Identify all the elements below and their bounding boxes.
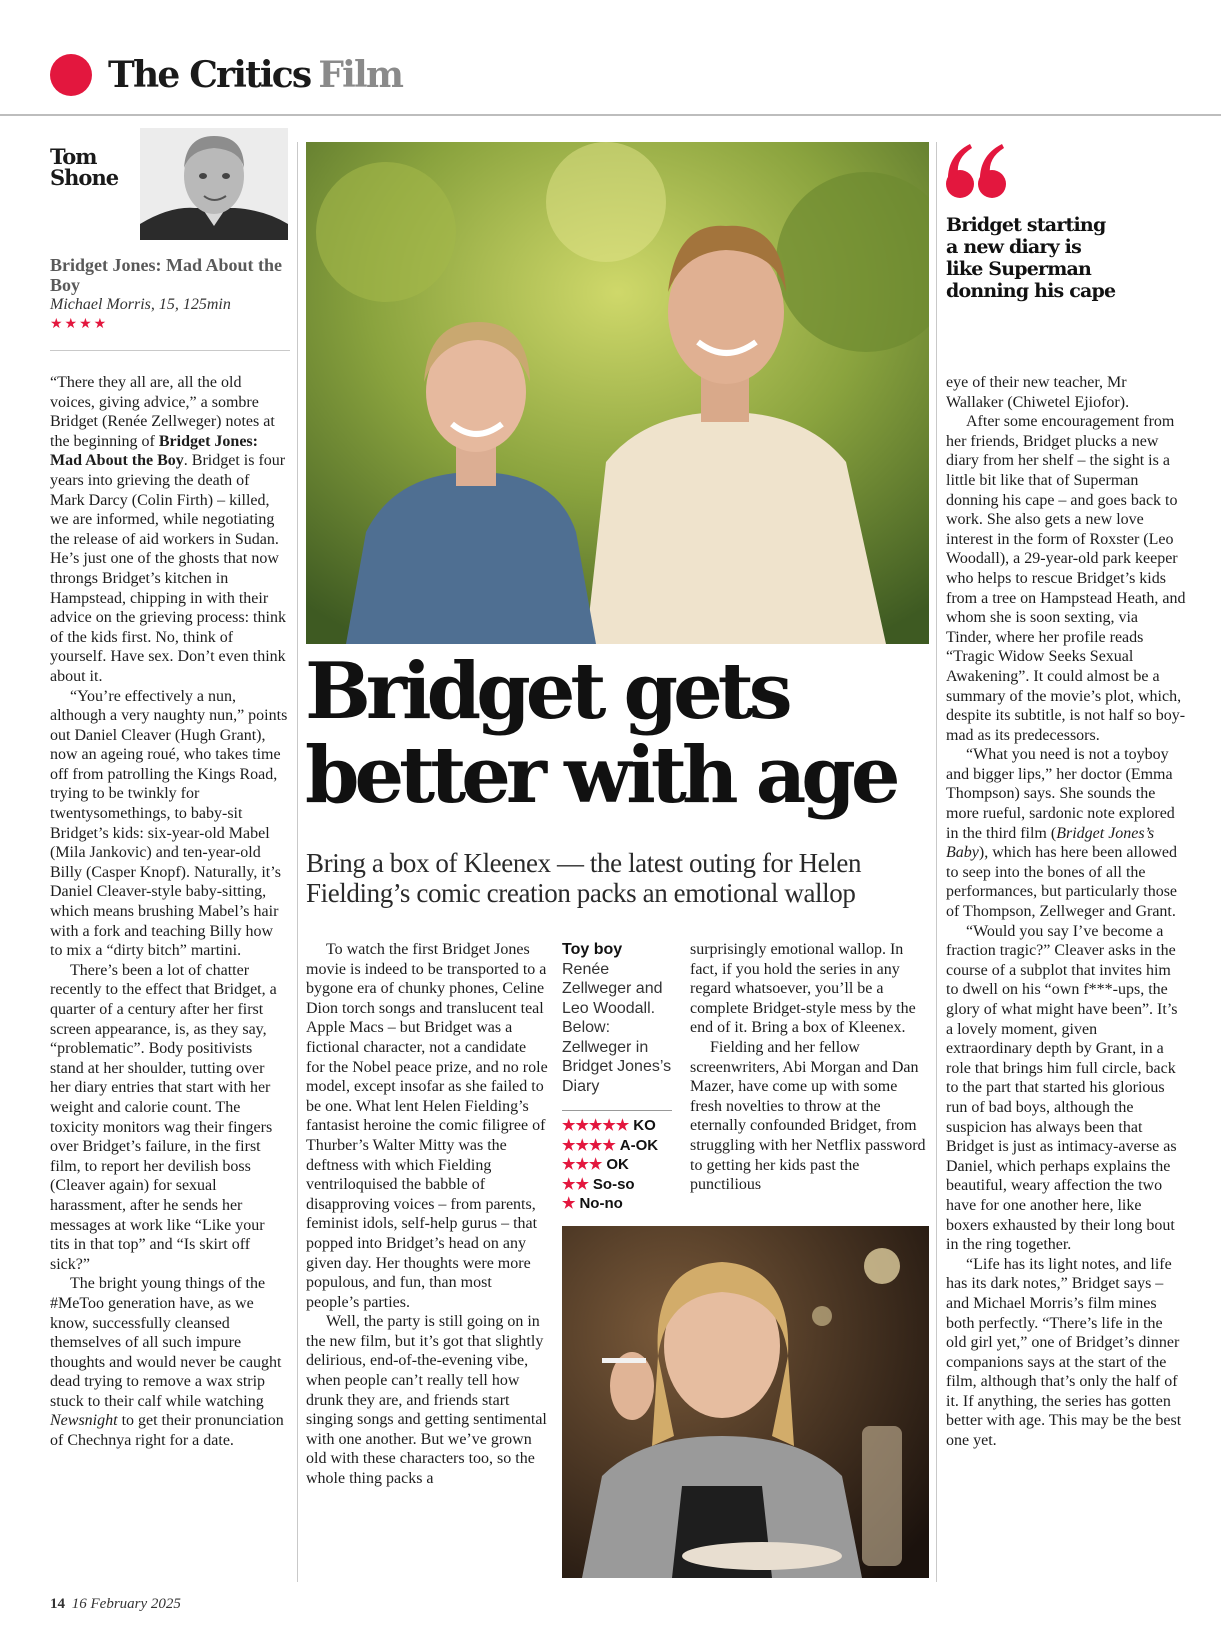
body-text: “There they all are, all the old voices, giving advice,” a sombre Bridget (Renée Zellweger) notes at the beginning of	[50, 374, 275, 450]
body-text: to get their pronunciation of Chechnya right for a date.	[50, 1412, 284, 1450]
film-rating-stars: ★★★★	[50, 317, 109, 332]
ratings-key-label: A-OK	[619, 1136, 659, 1154]
body-paragraph: To watch the first Bridget Jones movie is indeed to be transported to a bygone era of chunky phones, Celine Dion torch songs and translucent teal Apple Macs – but Bridget was a fictional character, not a candidate for the Nobel peace prize, and no role model, except insofar as she failed to be one. What lent Helen Fielding’s fantasist heroine the comic filigree of Thurber’s Walter Mitty was the deftness with which Fielding ventriloquised the babble of disapproving voices – from parents, feminist idols, self-help gurus – that popped into Bridget’s head on any given day. Her thoughts were more populous, and fun, than most people’s parties.	[306, 941, 548, 1311]
body-paragraph: surprisingly emotional wallop. In fact, if you hold the series in any regard whatsoever, you’ll be a complete Bridget-style mess by the end of it. Bring a box of Kleenex.	[690, 941, 916, 1037]
ratings-key-row	[562, 1175, 658, 1195]
section-dot-icon	[50, 54, 92, 96]
body-paragraph: Well, the party is still going on in the new film, but it’s got that slightly delirious, end-of-the-evening vibe, when people can’t really tell how drunk they are, and friends start singing songs and getting sentimental with one another. But we’ve grown old with these characters too, so the whole thing packs a	[306, 1313, 547, 1488]
body-column-2	[306, 940, 548, 1489]
byline	[50, 146, 118, 188]
ratings-key-label: No-no	[579, 1195, 623, 1213]
ratings-key-row	[562, 1155, 658, 1175]
main-photo-image	[306, 142, 929, 644]
section-header	[50, 52, 402, 98]
pull-quote-line: Bridget starting	[946, 214, 1106, 236]
critic-headshot-image	[140, 128, 288, 240]
quote-mark-icon	[944, 140, 1008, 204]
column-divider	[936, 142, 937, 1582]
page-number: 14	[50, 1596, 65, 1612]
star-icon: ★	[562, 1195, 576, 1213]
standfirst-line: Bring a box of Kleenex — the latest outing for Helen	[306, 848, 862, 878]
issue-date: 16 February 2025	[71, 1596, 181, 1612]
film-title-inline: Bridget Jones: Mad About the Boy	[50, 432, 258, 470]
caption-title: Toy boy	[562, 941, 623, 958]
section-title-sub: Film	[318, 54, 403, 96]
body-text: . Bridget is four years into grieving the death of Mark Darcy (Colin Firth) – killed, we are informed, while negotiating the release of aid workers in Sudan. He’s just one of the ghosts that now throngs Bridget’s kitchen in Hampstead, chipping in with their advice on the grieving process: think of the kids first. No, think of yourself. Have sex. Don’t even think about it.	[50, 452, 286, 685]
star-icon: ★★	[562, 1175, 589, 1193]
byline-first: Tom	[50, 144, 97, 169]
body-column-3	[690, 940, 930, 1195]
header-rule	[0, 114, 1221, 116]
body-paragraph	[946, 745, 1186, 921]
body-paragraph: eye of their new teacher, Mr Wallaker (Chiwetel Ejiofor).	[946, 374, 1130, 411]
body-paragraph	[50, 1274, 288, 1450]
headline-line: Bridget gets	[305, 646, 788, 737]
ratings-key-label: So-so	[592, 1175, 635, 1193]
ratings-key-label: OK	[606, 1156, 629, 1174]
star-icon: ★★★★	[562, 1136, 616, 1154]
standfirst	[306, 848, 936, 908]
photo-caption	[562, 940, 677, 1096]
caption-rule	[562, 1110, 672, 1111]
body-paragraph: Fielding and her fellow screenwriters, Abi Morgan and Dan Mazer, have come up with some fresh novelties to throw at the eternally confounded Bridget, from struggling with her Netflix password to getting her kids past the punctilious	[690, 1038, 926, 1194]
standfirst-line: Fielding’s comic creation packs an emotional wallop	[306, 878, 856, 908]
headline-line: better with age	[305, 730, 896, 821]
body-paragraph: After some encouragement from her friends, Bridget plucks a new diary from her shelf – the sight is a little bit like that of Superman donning his cape – and goes back to work. She also gets a new love interest in the form of Roxster (Leo Woodall), a 29-year-old park keeper who helps to rescue Bridget’s kids from a tree on Hampstead Heath, and whom she is soon sexting, via Tinder, where her profile reads “Tragic Widow Seeks Sexual Awakening”. It could almost be a summary of the movie’s plot, which, despite its subtitle, is not half so boy-mad as its predecessors.	[946, 413, 1186, 744]
ratings-key-row	[562, 1116, 658, 1136]
column-divider	[297, 142, 298, 1582]
film-title-inline: Bridget Jones’s Baby	[946, 824, 1155, 862]
film-meta: Michael Morris, 15, 125min	[50, 296, 231, 313]
body-paragraph: “Would you say I’ve become a fraction tragic?” Cleaver asks in the course of a subplot that invites him to dwell on his “own f***-ups, the glory of what might have been”. It’s a lovely moment, given extraordinary depth by Grant, in a role that brings him full circle, back to the part that started his glorious run of bad boys, although the suspicion has always been that Bridget is just as intimacy-averse as Daniel, which perhaps explains the beautiful, weary affection the two have for one another here, like boxers exhausted by their long bout in the ring together.	[946, 922, 1178, 1254]
film-info-rule	[50, 350, 290, 351]
body-column-4	[946, 373, 1186, 1451]
star-icon: ★★★★★	[562, 1117, 630, 1134]
body-text: “What you need is not a toyboy and bigger lips,” her doctor (Emma Thompson) says. She sounds the more rueful, sardonic note explored in the third film (	[946, 746, 1175, 842]
film-info	[50, 255, 290, 335]
body-paragraph: There’s been a lot of chatter recently to the effect that Bridget, a quarter of a century after her first screen appearance, is, as they say, “problematic”. Body positivists stand at her shoulder, tutting over her diary entries that start with her weight and calorie count. The toxicity monitors wag their fingers over Bridget’s failure, in the first film, to report her devilish boss (Cleaver again) for sexual harassment, after he sends her messages at work like “Like your tits in that top” and “Is skirt off sick?”	[50, 961, 277, 1273]
body-paragraph	[50, 373, 288, 687]
body-text: ), which has here been allowed to seep into the bones of all the performances, but particularly those of Thompson, Zellweger and Grant.	[946, 844, 1178, 921]
pull-quote-line: donning his cape	[946, 280, 1116, 302]
second-photo-image	[562, 1226, 929, 1578]
body-paragraph: “You’re effectively a nun, although a very naughty nun,” points out Daniel Cleaver (Hugh Grant), now an ageing roué, who takes time off from patrolling the Kings Road, trying to be twinkly for twentysomethings, to baby-sit Bridget’s kids: six-year-old Mabel (Mila Jankovic) and ten-year-old Billy (Casper Knopf). Naturally, it’s Daniel Cleaver-style baby-sitting, which means brushing Mabel’s hair with a fork and teaching Billy how to mix a “dirty bitch” martini.	[50, 687, 288, 960]
headline	[305, 646, 935, 821]
byline-last: Shone	[50, 165, 119, 190]
body-column-1	[50, 373, 288, 1451]
body-paragraph: “Life has its light notes, and life has its dark notes,” Bridget says – and Michael Morris’s film mines both perfectly. “There’s life in the old girl yet,” one of Bridget’s dinner companions says at the start of the film, although that’s only the half of it. If anything, the series has gotten better with age. This may be the best one yet.	[946, 1255, 1182, 1450]
pull-quote-line: like Superman	[946, 258, 1092, 280]
ratings-key-row	[562, 1194, 658, 1214]
star-icon: ★★★	[562, 1156, 603, 1174]
pull-quote-line: a new diary is	[946, 236, 1081, 258]
body-text: The bright young things of the #MeToo generation have, as we know, successfully cleansed themselves of all such impure thoughts and would never be caught dead trying to remove a wax strip stuck to their calf while watching	[50, 1275, 282, 1410]
page-footer	[50, 1596, 181, 1613]
section-title	[108, 54, 402, 96]
ratings-key-row	[562, 1136, 658, 1156]
programme-title-inline: Newsnight	[50, 1412, 118, 1430]
caption-text: Renée Zellweger and Leo Woodall. Below: Zellweger in Bridget Jones’s Diary	[562, 960, 672, 1095]
film-title: Bridget Jones: Mad About the Boy	[50, 255, 283, 295]
section-title-main: The Critics	[108, 54, 311, 96]
ratings-key-label: KO	[633, 1117, 656, 1134]
pull-quote	[946, 214, 1156, 302]
ratings-key	[562, 1116, 658, 1214]
